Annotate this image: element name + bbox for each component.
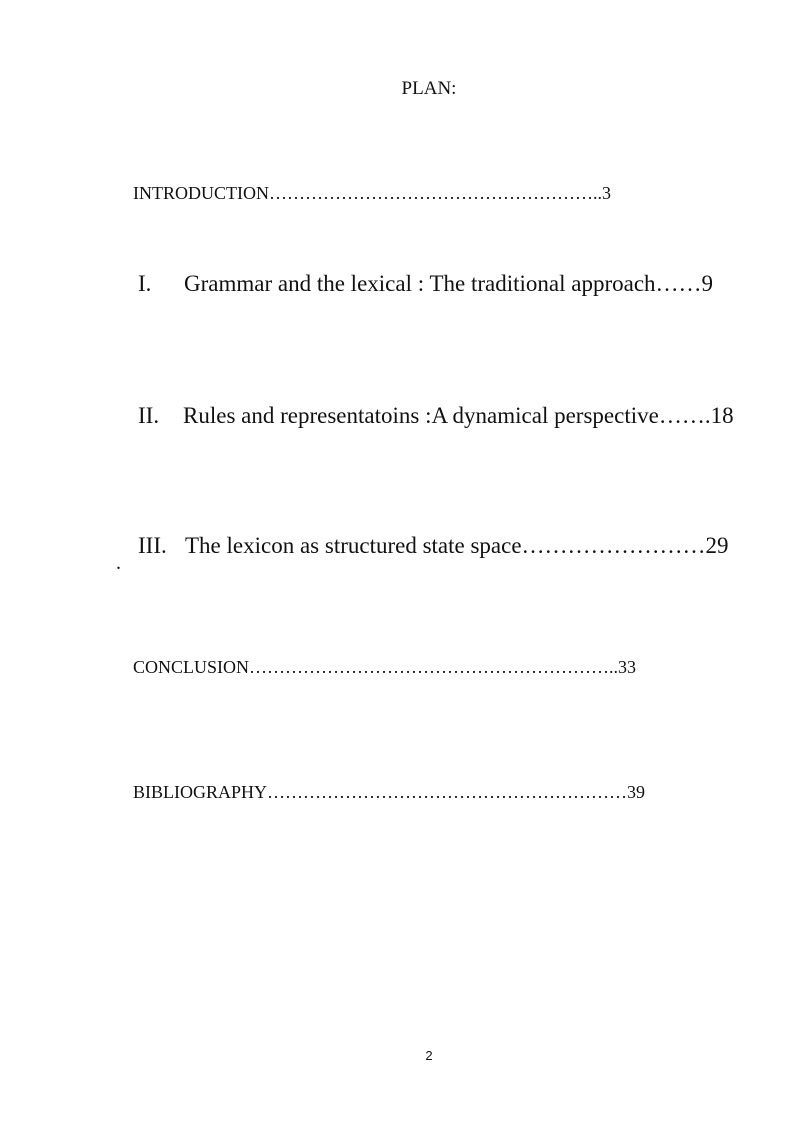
toc-entry-text: CONCLUSION……………………………………………………..33 [133, 657, 637, 677]
toc-entry-text: INTRODUCTION………………………………………………..3 [133, 183, 611, 203]
toc-entry-text: The lexicon as structured state space……………………29 [185, 533, 729, 558]
stray-period: . [116, 552, 121, 574]
toc-entry-chapter-1 [115, 245, 713, 323]
toc-entry-text: BIBLIOGRAPHY……………………………………………………39 [133, 782, 646, 802]
page-number: 2 [425, 1048, 433, 1063]
toc-chapter-numeral: III. [138, 533, 167, 558]
toc-entry-text: Rules and representatoins :A dynamical perspective…….18 [183, 403, 734, 428]
toc-entry-chapter-3 [115, 507, 729, 585]
toc-entry-conclusion [115, 636, 636, 699]
toc-entry-text: Grammar and the lexical : The traditional approach……9 [184, 271, 714, 296]
plan-title: PLAN: [401, 78, 457, 99]
toc-chapter-numeral: II. [138, 403, 160, 428]
toc-chapter-numeral: I. [138, 271, 152, 296]
toc-entry-bibliography [115, 761, 645, 824]
toc-entry-introduction [115, 162, 611, 225]
toc-entry-chapter-2 [115, 377, 734, 455]
